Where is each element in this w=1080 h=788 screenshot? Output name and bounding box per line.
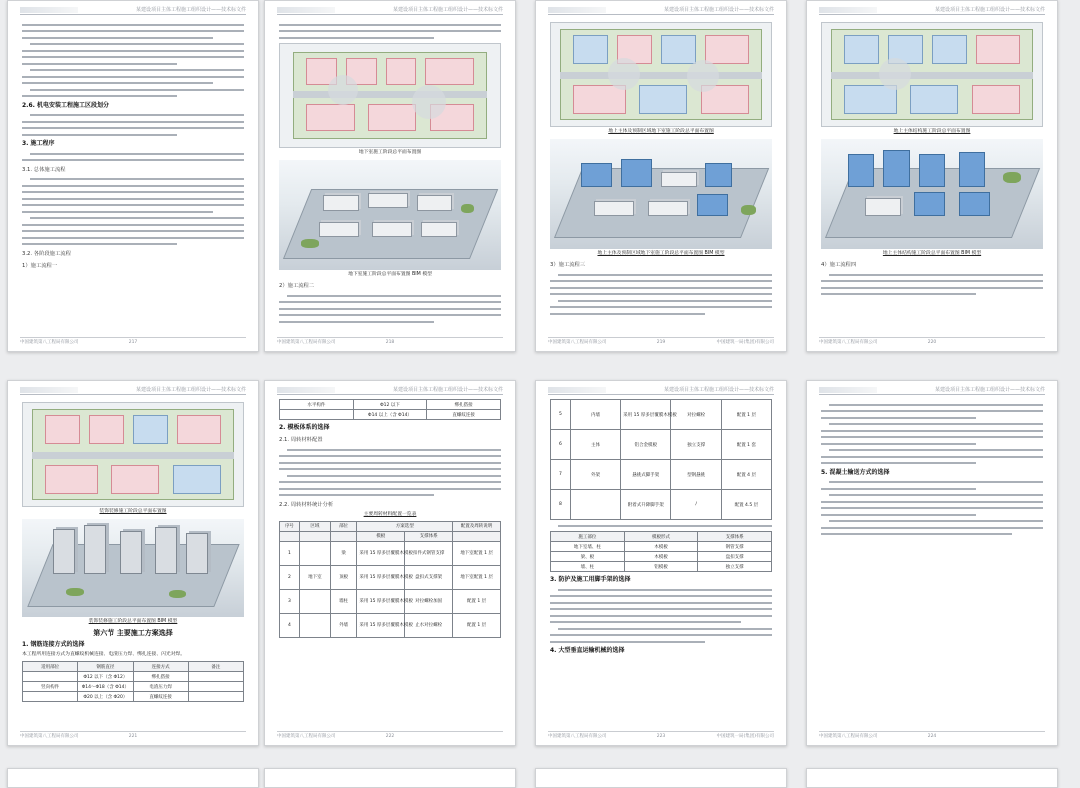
page-footer [548, 731, 774, 741]
document-page-218[interactable] [264, 0, 516, 352]
table-header-cell: 适用部位 [23, 662, 78, 672]
site-plan-drawing [279, 43, 501, 148]
site-plan-drawing [22, 402, 244, 507]
section-heading: 5. 混凝土输送方式的选择 [821, 468, 890, 476]
document-page-222[interactable] [264, 380, 516, 746]
document-page-220[interactable] [806, 0, 1058, 352]
document-page-next-3[interactable] [535, 768, 787, 788]
table-header-cell: 钢筋直径 [78, 662, 133, 672]
bim-model-render [821, 139, 1043, 249]
chapter-heading: 第六节 主要施工方案选择 [93, 629, 173, 637]
table-row: 5 内墙 采用 15 厚多层覆膜木模板 对拉螺栓 配置 1 层 [551, 400, 772, 430]
document-page-217[interactable] [7, 0, 259, 352]
page-body [821, 399, 1043, 727]
subsection-heading: 3.1. 总体施工流程 [22, 166, 66, 173]
page-body [22, 399, 244, 727]
subsection-heading: 2.2. 周转材料统计分析 [279, 501, 334, 508]
document-page-221[interactable] [7, 380, 259, 746]
page-number: 218 [385, 340, 395, 345]
page-number: 220 [927, 340, 937, 345]
table-row: 6 主体 铝合金模板 独立支撑 配置 1 套 [551, 430, 772, 460]
footer-company: 中国建筑第八工程局有限公司 [20, 340, 79, 345]
page-header [819, 386, 1045, 395]
page-header-text: 某建设项目主体工程施工组织设计——技术标文件 [135, 7, 246, 13]
figure-caption: 地下室施工阶段总平面布置图 [358, 150, 422, 155]
section-heading: 4. 大型垂直运输机械的选择 [550, 647, 625, 654]
document-page-next-4[interactable] [806, 768, 1058, 788]
figure-caption: 地上主体结构施工阶段总平面布置图 BIM 模型 [882, 251, 982, 256]
table-row: Φ20 以上（含 Φ20） 直螺纹连接 [23, 692, 244, 702]
page-header-text: 某建设项目主体工程施工组织设计——技术标文件 [135, 387, 246, 393]
table-row: 梁、板 木模板 盘扣支撑 [551, 552, 772, 562]
page-footer [819, 337, 1045, 347]
figure-caption: 地上主体结构施工阶段总平面布置图 [893, 129, 971, 134]
page-header [548, 6, 774, 15]
figure-caption: 装饰装修施工阶段总平面布置图 BIM 模型 [88, 619, 178, 624]
page-number: 223 [656, 734, 666, 739]
page-footer [20, 731, 246, 741]
table-title: 主要周转材料配置一览表 [363, 511, 417, 517]
page-number: 224 [927, 734, 937, 739]
page-header-text: 某建设项目主体工程施工组织设计——技术标文件 [934, 387, 1045, 393]
table-row: 4 外墙 采用 15 厚多层覆膜木模板 止水对拉螺栓 配置 1 层 [280, 613, 501, 637]
footer-company: 中国建筑第八工程局有限公司 [548, 340, 607, 345]
page-header [20, 386, 246, 395]
section-heading: 3. 防护及施工用脚手架的选择 [550, 576, 631, 583]
page-body [279, 399, 501, 727]
page-number: 222 [385, 734, 395, 739]
footer-right-logo: 中国建筑一局(集团)有限公司 [716, 340, 774, 345]
subsection-heading: 3.2. 各阶段施工流程 [22, 250, 71, 257]
subsection-heading: 2.1. 周转材料配置 [279, 437, 323, 443]
table-row: 墙、柱 铝模板 独立支撑 [551, 562, 772, 572]
footer-right-logo: 中国建筑一局(集团)有限公司 [716, 734, 774, 739]
subsection-heading: 2）施工流程二 [279, 283, 315, 289]
page-body [279, 19, 501, 333]
page-body [821, 19, 1043, 333]
page-footer [548, 337, 774, 347]
table-row: Φ14 以上（含 Φ14） 直螺纹连接 [280, 410, 501, 420]
footer-company: 中国建筑第八工程局有限公司 [548, 734, 607, 739]
table-row: 地下室墙、柱 木模板 钢管支撑 [551, 542, 772, 552]
subsection-heading: 1）施工流程一 [22, 262, 58, 269]
page-number: 221 [128, 734, 138, 739]
bim-model-render [550, 139, 772, 249]
table-header-cell: 备注 [188, 662, 243, 672]
page-header-text: 某建设项目主体工程施工组织设计——技术标文件 [663, 387, 774, 393]
document-page-219[interactable] [535, 0, 787, 352]
formwork-type-table: 施工部位 模板形式 支撑体系 地下室墙、柱 木模板 钢管支撑 梁、板 木模板 盘扣支撑 墙、柱 铝模板 独立支撑 [550, 531, 772, 572]
table-row: 2 地下室 顶板 采用 15 厚多层覆膜木模板 盘扣式支撑架 地下室配置 1 层 [280, 565, 501, 589]
section-heading: 3. 施工程序 [22, 140, 55, 147]
table-header-cell: 连接方式 [133, 662, 188, 672]
table-row: 7 外架 悬挑式脚手架 型钢悬挑 配置 4 层 [551, 460, 772, 490]
page-header [277, 386, 503, 395]
document-page-224[interactable] [806, 380, 1058, 746]
footer-company: 中国建筑第八工程局有限公司 [277, 340, 336, 345]
figure-caption: 地上主体及预制区域地下室施工阶段总平面布置图 [608, 129, 714, 134]
figure-caption: 装饰装修施工阶段总平面布置图 [99, 509, 167, 514]
footer-company: 中国建筑第八工程局有限公司 [277, 734, 336, 739]
page-footer [277, 731, 503, 741]
footer-company: 中国建筑第八工程局有限公司 [20, 734, 79, 739]
bim-model-render [279, 160, 501, 270]
page-header [277, 6, 503, 15]
page-footer [20, 337, 246, 347]
table-row: Φ12 以下（含 Φ12） 绑扎搭接 [23, 672, 244, 682]
page-header-text: 某建设项目主体工程施工组织设计——技术标文件 [934, 7, 1045, 13]
formwork-materials-table: 序号 区域 部位 方案选型 配置及周转说明 模板 支撑体系 1 梁 采用 15 厚多层覆膜木模板 扣件式钢管支撑 地下室配置 1 层 2 地下室 顶板 采用 15 厚多层覆膜木模板 盘扣式支撑架 地下室配置 1 层 3 墙柱 采用 15 厚多层覆膜木模板 对拉螺栓加固 配置 1 层 4 外墙 采用 15 厚多层覆膜木模板 止水对拉螺栓 配置 1 层 [279, 521, 501, 638]
rebar-connection-table-continued [279, 399, 501, 420]
site-plan-drawing [550, 22, 772, 127]
paragraph-text: 本工程所用连接方式为直螺纹机械连接、电渣压力焊、绑扎连接、闪光对焊。 [22, 652, 186, 657]
page-header [548, 386, 774, 395]
formwork-materials-table-continued [550, 399, 772, 520]
section-heading: 1. 钢筋连接方式的选择 [22, 641, 85, 648]
rebar-connection-table [22, 661, 244, 702]
table-row: 1 梁 采用 15 厚多层覆膜木模板 扣件式钢管支撑 地下室配置 1 层 [280, 541, 501, 565]
page-header-text: 某建设项目主体工程施工组织设计——技术标文件 [392, 387, 503, 393]
page-number: 219 [656, 340, 666, 345]
table-row: 3 墙柱 采用 15 厚多层覆膜木模板 对拉螺栓加固 配置 1 层 [280, 589, 501, 613]
page-header-text: 某建设项目主体工程施工组织设计——技术标文件 [392, 7, 503, 13]
document-page-next-2[interactable] [264, 768, 516, 788]
bim-model-render [22, 519, 244, 617]
page-header [20, 6, 246, 15]
page-body [550, 399, 772, 727]
figure-caption: 地上主体及预制区域地下室施工阶段总平面布置图 BIM 模型 [597, 251, 725, 256]
subsection-heading: 3）施工流程三 [550, 262, 586, 268]
site-plan-drawing [821, 22, 1043, 127]
figure-caption: 地下室施工阶段总平面布置图 BIM 模型 [348, 272, 432, 277]
section-heading: 2. 模板体系的选择 [279, 424, 330, 431]
table-row: 水平构件 Φ12 以下 绑扎搭接 [280, 400, 501, 410]
document-page-223[interactable] [535, 380, 787, 746]
page-number: 217 [128, 340, 138, 345]
page-footer [819, 731, 1045, 741]
table-row: 8 附着式升降脚手架 / 配置 4.5 层 [551, 490, 772, 520]
footer-company: 中国建筑第八工程局有限公司 [819, 340, 878, 345]
page-body [22, 19, 244, 333]
table-row: 竖向构件 Φ14～Φ18（含 Φ14） 电渣压力焊 [23, 682, 244, 692]
section-heading: 2.6. 机电安装工程施工区段划分 [22, 101, 109, 109]
document-page-next-1[interactable] [7, 768, 259, 788]
subsection-heading: 4）施工流程四 [821, 262, 857, 268]
page-header [819, 6, 1045, 15]
footer-company: 中国建筑第八工程局有限公司 [819, 734, 878, 739]
page-footer [277, 337, 503, 347]
page-header-text: 某建设项目主体工程施工组织设计——技术标文件 [663, 7, 774, 13]
page-body [550, 19, 772, 333]
